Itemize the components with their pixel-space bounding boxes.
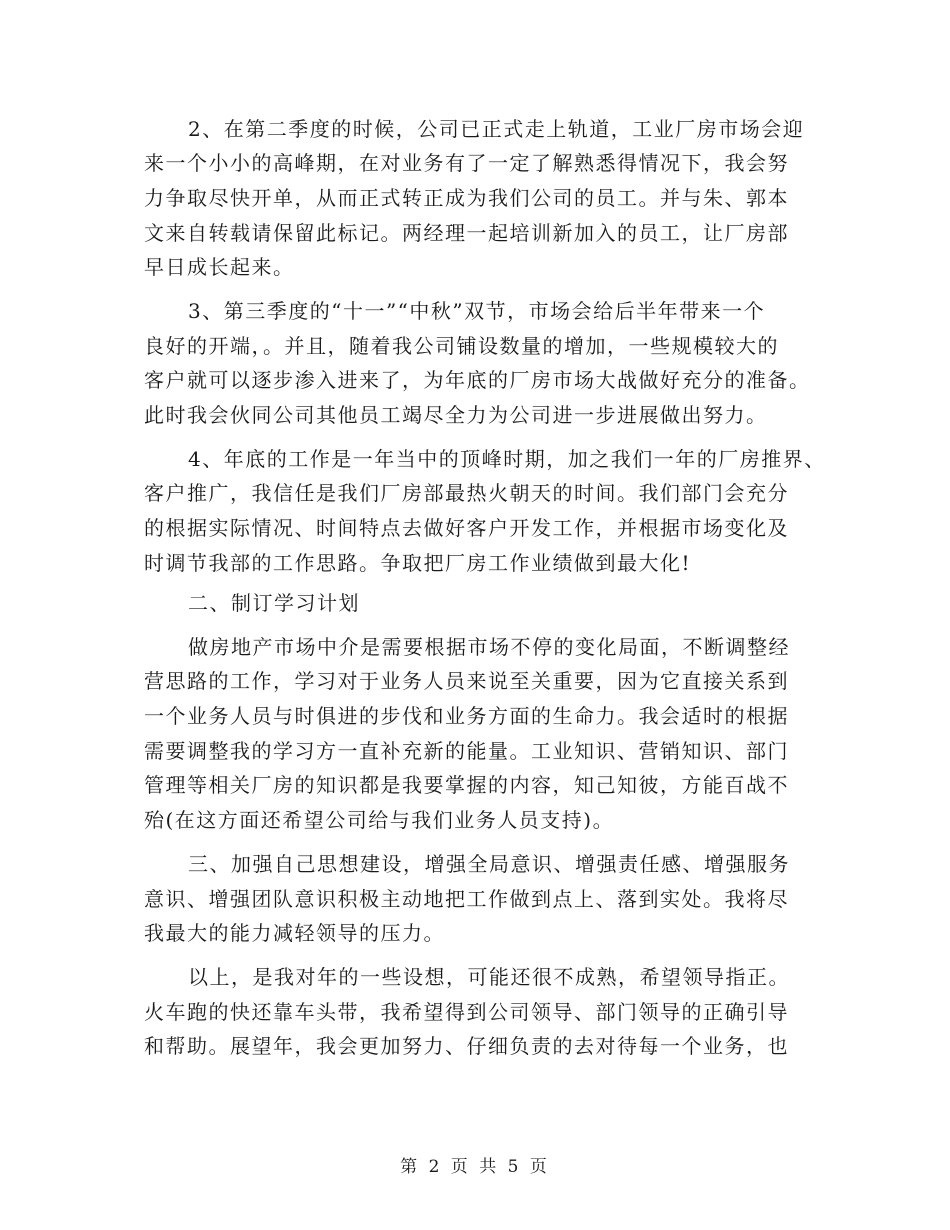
paragraph-line: 来一个小小的高峰期，在对业务有了一定了解熟悉得情况下，我会努 — [144, 151, 789, 175]
paragraph-line: 3、第三季度的“十一”“中秋”双节，市场会给后半年带来一个 — [188, 299, 766, 323]
paragraph-line: 需要调整我的学习方一直补充新的能量。工业知识、营销知识、部门 — [144, 739, 789, 763]
paragraph-line: 管理等相关厂房的知识都是我要掌握的内容，知己知彼，方能百战不 — [144, 773, 789, 797]
paragraph-line: 一个业务人员与时俱进的步伐和业务方面的生命力。我会适时的根据 — [144, 704, 789, 728]
paragraph-line: 火车跑的快还靠车头带，我希望得到公司领导、部门领导的正确引导 — [144, 1000, 789, 1024]
paragraph-line: 此时我会伙同公司其他员工竭尽全力为公司进一步进展做出努力。 — [144, 403, 768, 427]
page-footer: 第 2 页 共 5 页 — [400, 1157, 550, 1177]
paragraph-line: 和帮助。展望年，我会更加努力、仔细负责的去对待每一个业务，也 — [144, 1034, 789, 1058]
paragraph-line: 时调节我部的工作思路。争取把厂房工作业绩做到最大化! — [144, 551, 692, 575]
paragraph-line: 殆(在这方面还希望公司给与我们业务人员支持)。 — [144, 808, 615, 832]
paragraph-line: 力争取尽快开单，从而正式转正成为我们公司的员工。并与朱、郭本 — [144, 186, 789, 210]
paragraph-line: 营思路的工作，学习对于业务人员来说至关重要，因为它直接关系到 — [144, 669, 789, 693]
paragraph-line: 的根据实际情况、时间特点去做好客户开发工作，并根据市场变化及 — [144, 516, 789, 540]
paragraph-line: 客户就可以逐步渗入进来了，为年底的厂房市场大战做好充分的准备。 — [144, 368, 811, 392]
paragraph-line: 客户推广，我信任是我们厂房部最热火朝天的时间。我们部门会充分 — [144, 481, 789, 505]
paragraph-line: 意识、增强团队意识积极主动地把工作做到点上、落到实处。我将尽 — [144, 887, 789, 911]
section-heading: 二、制订学习计划 — [188, 591, 360, 615]
section-heading: 三、加强自己思想建设，增强全局意识、增强责任感、增强服务 — [188, 852, 790, 876]
paragraph-line: 做房地产市场中介是需要根据市场不停的变化局面，不断调整经 — [188, 635, 790, 659]
paragraph-line: 良好的开端，。并且，随着我公司铺设数量的增加，一些规模较大的 — [144, 334, 779, 358]
paragraph-line: 早日成长起来。 — [144, 255, 295, 279]
paragraph-line: 2、在第二季度的时候，公司已正式走上轨道，工业厂房市场会迎 — [188, 117, 805, 141]
paragraph-line: 4、年底的工作是一年当中的顶峰时期，加之我们一年的厂房推界、 — [188, 447, 826, 471]
paragraph-line: 以上，是我对年的一些设想，可能还很不成熟，希望领导指正。 — [188, 965, 790, 989]
paragraph-line: 我最大的能力减轻领导的压力。 — [144, 921, 445, 945]
paragraph-line: 文来自转载请保留此标记。两经理一起培训新加入的员工，让厂房部 — [144, 221, 789, 245]
